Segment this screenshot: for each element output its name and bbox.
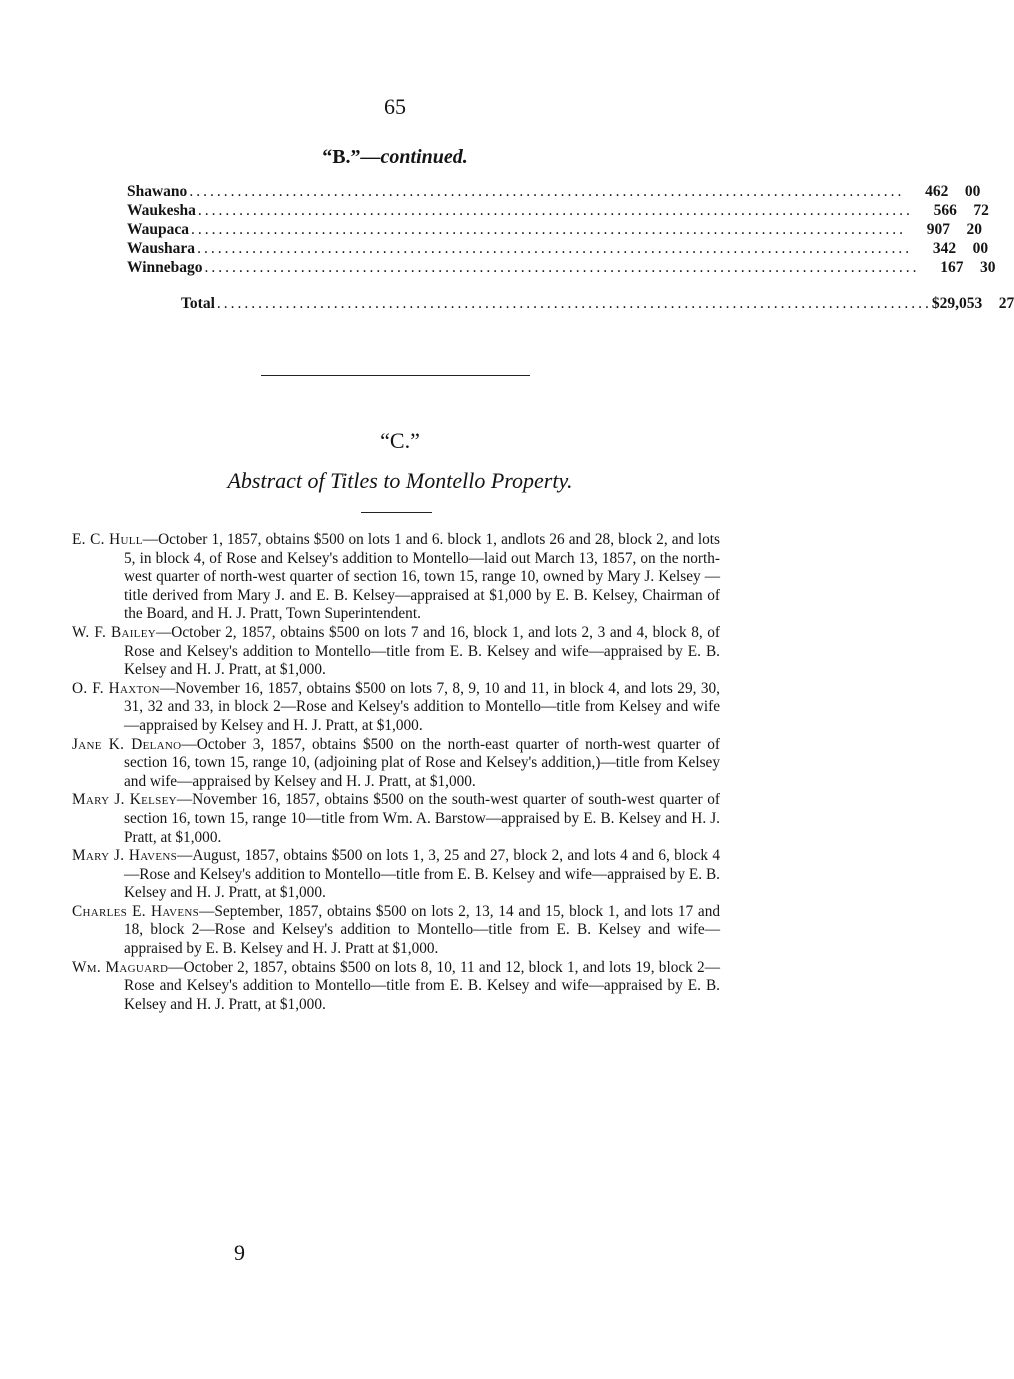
entry-text: —October 3, 1857, obtains $500 on the north-east quarter of north-west quarter of section 16, town 15, range 10, (adjoining plat of Rose and Kelsey's addition,)—title from Kelsey and wife—appraised by Kelsey and H. J. Pratt, at $1,000. <box>124 735 720 790</box>
total-label: Total <box>181 295 215 312</box>
entry-text: —October 2, 1857, obtains $500 on lots 8, 10, 11 and 12, block 1, and lots 19, block 2—Rose and Kelsey's addition to Montello—title from E. B. Kelsey and wife—appraised by E. B. Kelsey and H. J. Pratt, at $1,000. <box>124 958 721 1013</box>
county-name: Waukesha <box>127 202 196 219</box>
title-entry <box>72 531 720 624</box>
section-divider <box>261 375 530 376</box>
ledger-row <box>127 221 983 240</box>
leader-dots: ........................................................................................................ <box>216 295 932 312</box>
section-b-continued: —continued. <box>360 146 468 168</box>
amount-cents: 30 <box>980 259 996 276</box>
amount-dollars: 907 <box>926 221 951 238</box>
holder-name: Mary J. Havens <box>72 847 178 865</box>
title-entry <box>72 624 720 680</box>
county-name: Waupaca <box>127 221 190 238</box>
amount-cents: 00 <box>972 240 989 257</box>
ledger-row <box>127 240 989 259</box>
section-b-heading <box>0 146 790 169</box>
title-rule <box>361 512 432 513</box>
leader-dots: ........................................................................................................ <box>191 221 907 238</box>
title-entry <box>72 903 720 959</box>
title-entry <box>72 680 720 736</box>
leader-dots: ........................................................................................................ <box>204 259 920 276</box>
page-number: 65 <box>384 94 406 119</box>
entry-text: —October 2, 1857, obtains $500 on lots 7 and 16, block 1, and lots 2, 3 and 4, block 8, of Rose and Kelsey's addition to Montello—title from E. B. Kelsey and wife—appraised by E. B. Kelsey and H. J. Pratt, at $1,000. <box>124 623 721 679</box>
holder-name: Wm. Maguard <box>72 958 169 976</box>
amount-cents: 00 <box>964 183 981 200</box>
ledger-total-row <box>127 295 1014 314</box>
ledger-row <box>127 202 989 221</box>
holder-name: W. F. Bailey <box>72 623 156 641</box>
holder-name: E. C. Hull <box>72 531 143 548</box>
entry-text: —October 1, 1857, obtains $500 on lots 1 and 6. block 1, andlots 26 and 28, block 2, and lots 5, in block 4, of Rose and Kelsey's addition to Montello—laid out March 13, 1857, on the north-west quarter of north-west quarter of section 16, town 15, range 10, owned by Mary J. Kelsey —title derived from Mary J. and E. B. Kelsey—appraised at $1,000 by E. B. Kelsey, Chairman of the Board, and H. J. Pratt, Town Superintendent. <box>124 531 720 623</box>
holder-name: Mary J. Kelsey <box>72 791 177 809</box>
entry-text: —November 16, 1857, obtains $500 on lots 7, 8, 9, 10 and 11, in block 4, and lots 29, 30, 31, 32 and 33, in block 2—Rose and Kelsey's addition to Montello—title from Kelsey and wife—appraised by Kelsey and H. J. Pratt, at $1,000. <box>124 679 720 734</box>
amount-cents: 72 <box>973 202 989 219</box>
title-entries <box>72 531 720 1014</box>
title-entry <box>72 847 720 903</box>
title-entry <box>72 791 720 847</box>
ledger-row <box>127 259 996 278</box>
section-c-title: Abstract of Titles to Montello Property. <box>227 468 573 493</box>
amount-dollars: 566 <box>933 202 957 219</box>
amount-dollars: 167 <box>940 259 964 276</box>
entry-text: —November 16, 1857, obtains $500 on the south-west quarter of south-west quarter of section 16, town 15, range 10—title from Wm. A. Barstow—appraised by E. B. Kelsey and H. J. Pratt, at $1,000. <box>124 791 720 846</box>
amount-dollars: 462 <box>925 183 949 200</box>
amount-dollars: 342 <box>932 240 957 257</box>
ledger-row <box>127 183 981 202</box>
holder-name: Charles E. Havens <box>72 902 200 920</box>
county-ledger <box>127 183 1014 314</box>
signature-mark: 9 <box>234 1240 245 1265</box>
holder-name: O. F. Haxton <box>72 679 160 697</box>
section-c-heading: “C.” <box>380 428 420 453</box>
title-entry <box>72 736 720 792</box>
amount-cents: 20 <box>966 221 983 238</box>
title-entry <box>72 959 720 1015</box>
leader-dots: ........................................................................................................ <box>197 202 913 219</box>
leader-dots: ........................................................................................................ <box>189 183 905 200</box>
section-b-label: “B.” <box>322 146 361 168</box>
entry-text: —September, 1857, obtains $500 on lots 2, 13, 14 and 15, block 1, and lots 17 and 18, block 2—Rose and Kelsey's addition to Montello—title from E. B. Kelsey and wife—appraised by E. B. Kelsey and H. J. Pratt at $1,000. <box>124 902 720 958</box>
holder-name: Jane K. Delano <box>72 735 182 753</box>
county-name: Waushara <box>127 240 196 257</box>
leader-dots: ........................................................................................................ <box>197 240 913 257</box>
total-cents: 27 <box>998 295 1014 312</box>
county-name: Shawano <box>127 183 188 200</box>
entry-text: —August, 1857, obtains $500 on lots 1, 3, 25 and 27, block 2, and lots 4 and 6, block 4—Rose and Kelsey's addition to Montello—title from E. B. Kelsey and wife—appraised by E. B. Kelsey and H. J. Pratt, at $1,000. <box>124 847 720 902</box>
county-name: Winnebago <box>127 259 203 276</box>
total-dollars: $29,053 <box>931 295 983 312</box>
